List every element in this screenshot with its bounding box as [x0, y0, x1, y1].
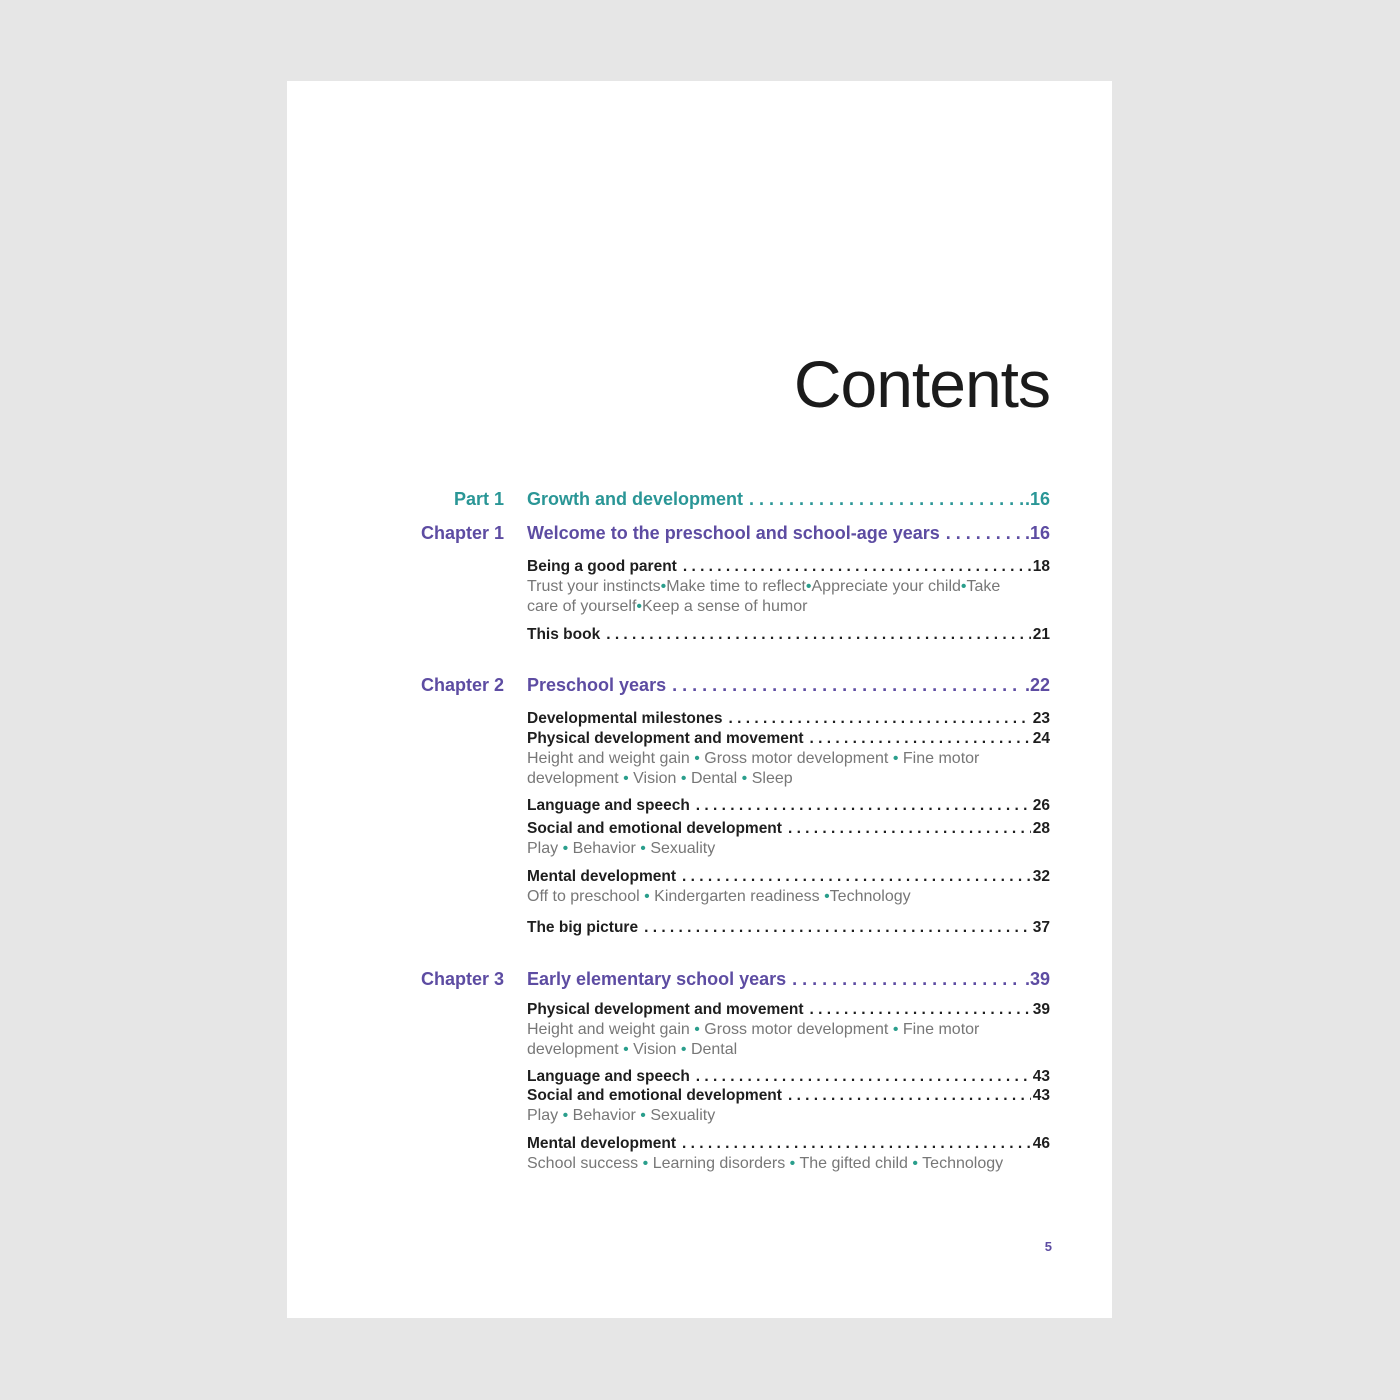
description-item: Height and weight gain — [527, 750, 690, 767]
bullet-separator: • — [892, 750, 899, 767]
bullet-separator: • — [644, 888, 650, 905]
section-description — [527, 1020, 1050, 1059]
leader-dots — [683, 558, 1031, 576]
description-item: Dental — [690, 1040, 738, 1058]
bullet-separator: • — [640, 840, 646, 857]
description-item: Gross motor development — [704, 750, 889, 767]
entry-page: .22 — [1024, 675, 1050, 695]
description-line — [527, 1020, 1050, 1040]
description-line — [527, 597, 1050, 617]
toc-entry-section[interactable] — [527, 1068, 1050, 1086]
bullet-separator: • — [805, 578, 812, 595]
entry-title: Physical development and movement — [527, 1001, 804, 1018]
description-item: Kindergarten readiness — [654, 888, 820, 905]
bullet-separator: • — [912, 1155, 919, 1172]
description-item: School success — [527, 1155, 639, 1172]
section-description — [527, 749, 1050, 788]
toc-entry-section[interactable] — [527, 626, 1050, 644]
description-item: development — [527, 769, 619, 787]
section-description — [527, 839, 1050, 859]
bullet-separator: • — [660, 578, 667, 595]
leader-dots — [810, 1001, 1031, 1019]
toc-entry-section[interactable] — [527, 710, 1050, 728]
toc-entry-chapter[interactable] — [527, 675, 1050, 696]
description-line — [527, 887, 1050, 907]
bullet-separator: • — [640, 1107, 646, 1124]
entry-title: Developmental milestones — [527, 710, 723, 727]
bullet-separator: • — [741, 769, 748, 787]
entry-page: 21 — [1032, 626, 1050, 643]
description-item: Trust your instincts — [527, 578, 661, 595]
description-line — [527, 577, 1050, 597]
entry-page: 24 — [1032, 730, 1050, 747]
chapter-label: Chapter 2 — [420, 675, 504, 695]
toc-entry-section[interactable] — [527, 1087, 1050, 1105]
description-item: Play — [527, 1107, 559, 1124]
bullet-separator: • — [789, 1155, 796, 1172]
toc-entry-section[interactable] — [527, 558, 1050, 576]
entry-page: 32 — [1032, 868, 1050, 885]
entry-title: Welcome to the preschool and school-age years — [527, 523, 940, 543]
entry-page: .39 — [1024, 969, 1050, 989]
description-item: Behavior — [572, 1107, 636, 1124]
table-of-contents — [287, 81, 1112, 1318]
description-line — [527, 1040, 1050, 1060]
description-item: Dental — [690, 769, 738, 787]
leader-dots — [749, 489, 1023, 510]
toc-entry-section[interactable] — [527, 820, 1050, 838]
entry-title: Mental development — [527, 868, 676, 885]
toc-entry-section[interactable] — [527, 730, 1050, 748]
entry-title: Preschool years — [527, 675, 667, 695]
description-item: Vision — [633, 1040, 677, 1058]
description-item: Take — [966, 578, 1001, 595]
toc-entry-section[interactable] — [527, 1001, 1050, 1019]
description-line — [527, 769, 1050, 789]
entry-title: Language and speech — [527, 797, 690, 814]
toc-entry-chapter[interactable] — [527, 523, 1050, 544]
entry-title: The big picture — [527, 919, 639, 936]
description-item: Behavior — [572, 840, 636, 857]
section-description — [527, 1106, 1050, 1126]
part-label: Part 1 — [453, 489, 504, 509]
section-description — [527, 1154, 1050, 1174]
description-item: Technology — [829, 888, 911, 905]
leader-dots — [792, 969, 1023, 990]
description-item: Sexuality — [650, 840, 716, 857]
description-item: Fine motor — [902, 750, 980, 767]
description-item: Sleep — [751, 769, 793, 787]
entry-page: 43 — [1032, 1087, 1050, 1104]
toc-entry-section[interactable] — [527, 797, 1050, 815]
bullet-separator: • — [680, 769, 687, 787]
entry-title: Social and emotional development — [527, 1087, 782, 1104]
entry-title: Physical development and movement — [527, 730, 804, 747]
bullet-separator: • — [623, 1040, 629, 1058]
description-item: Sexuality — [650, 1107, 716, 1124]
leader-dots — [788, 820, 1031, 838]
description-item: Appreciate your child — [811, 578, 961, 595]
leader-dots — [946, 523, 1023, 544]
bullet-separator: • — [642, 1155, 649, 1172]
description-item: The gifted child — [799, 1155, 908, 1172]
leader-dots — [696, 1068, 1031, 1086]
bullet-separator: • — [636, 597, 642, 615]
leader-dots — [810, 730, 1031, 748]
bullet-separator: • — [623, 769, 629, 787]
entry-page: 46 — [1032, 1135, 1050, 1152]
bullet-separator: • — [824, 888, 830, 905]
entry-title: This book — [527, 626, 601, 643]
description-item: Make time to reflect — [666, 578, 806, 595]
entry-title: Being a good parent — [527, 558, 677, 575]
description-item: Learning disorders — [652, 1155, 786, 1172]
entry-page: 18 — [1032, 558, 1050, 575]
description-item: care of yourself — [527, 597, 637, 615]
toc-entry-section[interactable] — [527, 868, 1050, 886]
entry-title: Language and speech — [527, 1068, 690, 1085]
entry-page: .16 — [1024, 489, 1050, 509]
entry-page: 23 — [1032, 710, 1050, 727]
document-page — [287, 81, 1112, 1318]
bullet-separator: • — [562, 840, 569, 857]
toc-entry-chapter[interactable] — [527, 969, 1050, 990]
entry-title: Mental development — [527, 1135, 676, 1152]
entry-page: 28 — [1032, 820, 1050, 837]
entry-title: Social and emotional development — [527, 820, 782, 837]
leader-dots — [606, 626, 1031, 644]
leader-dots — [672, 675, 1023, 696]
page-number: 5 — [1044, 1239, 1052, 1254]
description-line — [527, 749, 1050, 769]
description-item: Off to preschool — [527, 888, 640, 905]
bullet-separator: • — [960, 578, 967, 595]
description-item: development — [527, 1040, 619, 1058]
entry-page: 26 — [1032, 797, 1050, 814]
entry-page: 39 — [1032, 1001, 1050, 1018]
leader-dots — [729, 710, 1031, 728]
bullet-separator: • — [694, 750, 700, 767]
description-item: Technology — [922, 1155, 1004, 1172]
leader-dots — [788, 1087, 1031, 1105]
bullet-separator: • — [892, 1021, 899, 1038]
section-description — [527, 887, 1050, 907]
description-item: Play — [527, 840, 559, 857]
leader-dots — [696, 797, 1031, 815]
bullet-separator: • — [694, 1021, 700, 1038]
entry-page: .16 — [1024, 523, 1050, 543]
leader-dots — [682, 1135, 1031, 1153]
leader-dots — [644, 919, 1031, 937]
entry-title: Growth and development — [527, 489, 744, 509]
description-line — [527, 1154, 1050, 1174]
description-item: Keep a sense of humor — [642, 597, 808, 615]
description-item: Vision — [633, 769, 677, 787]
bullet-separator: • — [562, 1107, 569, 1124]
toc-entry-section[interactable] — [527, 1135, 1050, 1153]
bullet-separator: • — [680, 1040, 687, 1058]
description-item: Fine motor — [902, 1021, 980, 1038]
leader-dots — [682, 868, 1031, 886]
entry-page: 37 — [1032, 919, 1050, 936]
description-item: Height and weight gain — [527, 1021, 690, 1038]
toc-entry-part[interactable] — [527, 489, 1050, 510]
toc-entry-section[interactable] — [527, 919, 1050, 937]
description-line — [527, 1106, 1050, 1126]
section-description — [527, 577, 1050, 616]
description-line — [527, 839, 1050, 859]
description-item: Gross motor development — [704, 1021, 889, 1038]
chapter-label: Chapter 1 — [420, 523, 504, 543]
chapter-label: Chapter 3 — [420, 969, 504, 989]
page-title: Contents — [793, 347, 1050, 421]
entry-title: Early elementary school years — [527, 969, 787, 989]
entry-page: 43 — [1032, 1068, 1050, 1085]
